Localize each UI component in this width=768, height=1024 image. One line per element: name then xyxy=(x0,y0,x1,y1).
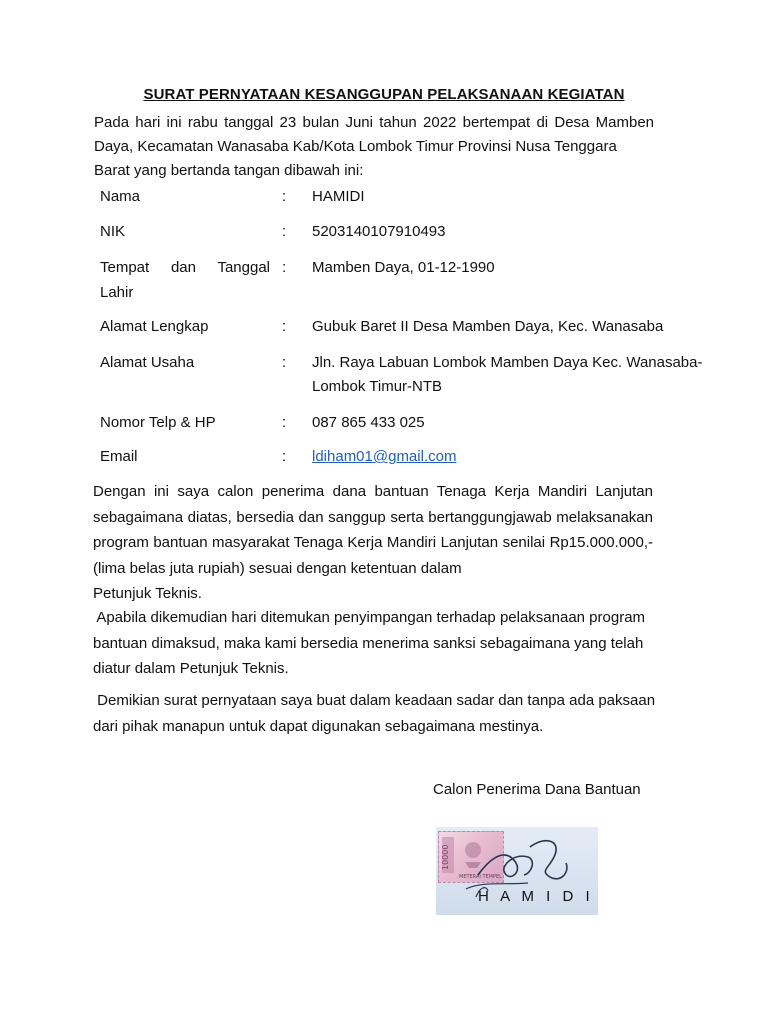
intro-text-tail: Barat yang bertanda tangan dibawah ini: xyxy=(94,162,364,179)
field-value: Mamben Daya, 01-12-1990 xyxy=(312,259,495,276)
field-label: Alamat Usaha xyxy=(100,354,195,371)
field-separator: : xyxy=(282,448,287,465)
field-separator: : xyxy=(282,223,287,240)
paragraph-line: Apabila dikemudian hari ditemukan penyimpangan terhadap pelaksanaan program xyxy=(93,609,646,626)
field-separator: : xyxy=(282,414,287,431)
document-title: SURAT PERNYATAAN KESANGGUPAN PELAKSANAAN KEGIATAN xyxy=(143,86,625,103)
field-value: Jln. Raya Labuan Lombok Mamben Daya Kec. Wanasaba- xyxy=(312,354,703,371)
field-value: 087 865 433 025 xyxy=(312,414,425,431)
intro-paragraph xyxy=(94,111,654,183)
svg-text:METERAI TEMPEL: METERAI TEMPEL xyxy=(459,874,502,880)
field-separator: : xyxy=(282,318,287,335)
svg-text:10000: 10000 xyxy=(441,844,450,870)
paragraph-text: Dengan ini saya calon penerima dana bantuan Tenaga Kerja Mandiri Lanjutan sebagaimana diatas, bersedia dan sanggup serta bertanggungjawab melaksanakan program bantuan masyarakat Tenaga Kerja Mandiri Lanjutan senilai Rp15.000.000,- (lima belas juta rupiah) sesuai dengan ketentuan dalam xyxy=(93,483,653,577)
paragraph-text-tail: Petunjuk Teknis. xyxy=(93,585,202,602)
paragraph-line: dari pihak manapun untuk dapat digunakan sebagaimana mestinya. xyxy=(93,717,544,735)
field-value: Gubuk Baret II Desa Mamben Daya, Kec. Wanasaba xyxy=(312,318,664,335)
field-value-cont: Lombok Timur-NTB xyxy=(312,378,443,395)
field-label: Nama xyxy=(100,188,141,205)
field-label: Nomor Telp & HP xyxy=(100,414,216,431)
paragraph-line: bantuan dimaksud, maka kami bersedia menerima sanksi sebagaimana yang telah xyxy=(93,634,644,652)
paragraph-commitment xyxy=(93,479,653,607)
field-label: Alamat Lengkap xyxy=(100,318,209,335)
field-value: 5203140107910493 xyxy=(312,223,446,240)
intro-text: Pada hari ini rabu tanggal 23 bulan Juni tahun 2022 bertempat di Desa Mamben Daya, Kecamatan Wanasaba Kab/Kota Lombok Timur Provinsi Nusa Tenggara xyxy=(94,114,654,155)
email-link[interactable]: ldiham01@gmail.com xyxy=(312,448,457,465)
field-value: HAMIDI xyxy=(312,188,365,205)
signatory-name: H A M I D I xyxy=(478,888,594,905)
field-label: NIK xyxy=(100,223,126,240)
paragraph-sanction xyxy=(93,605,693,682)
field-label: Email xyxy=(100,448,138,465)
paragraph-closing-statement xyxy=(93,688,693,739)
paragraph-line: diatur dalam Petunjuk Teknis. xyxy=(93,660,289,677)
field-label: Tempat dan Tanggal xyxy=(100,259,270,276)
closing-role: Calon Penerima Dana Bantuan xyxy=(433,781,641,798)
paragraph-line: Demikian surat pernyataan saya buat dalam keadaan sadar dan tanpa ada paksaan xyxy=(93,692,656,709)
field-separator: : xyxy=(282,188,287,205)
field-separator: : xyxy=(282,354,287,371)
field-label-cont: Lahir xyxy=(100,284,134,301)
field-separator: : xyxy=(282,259,287,276)
